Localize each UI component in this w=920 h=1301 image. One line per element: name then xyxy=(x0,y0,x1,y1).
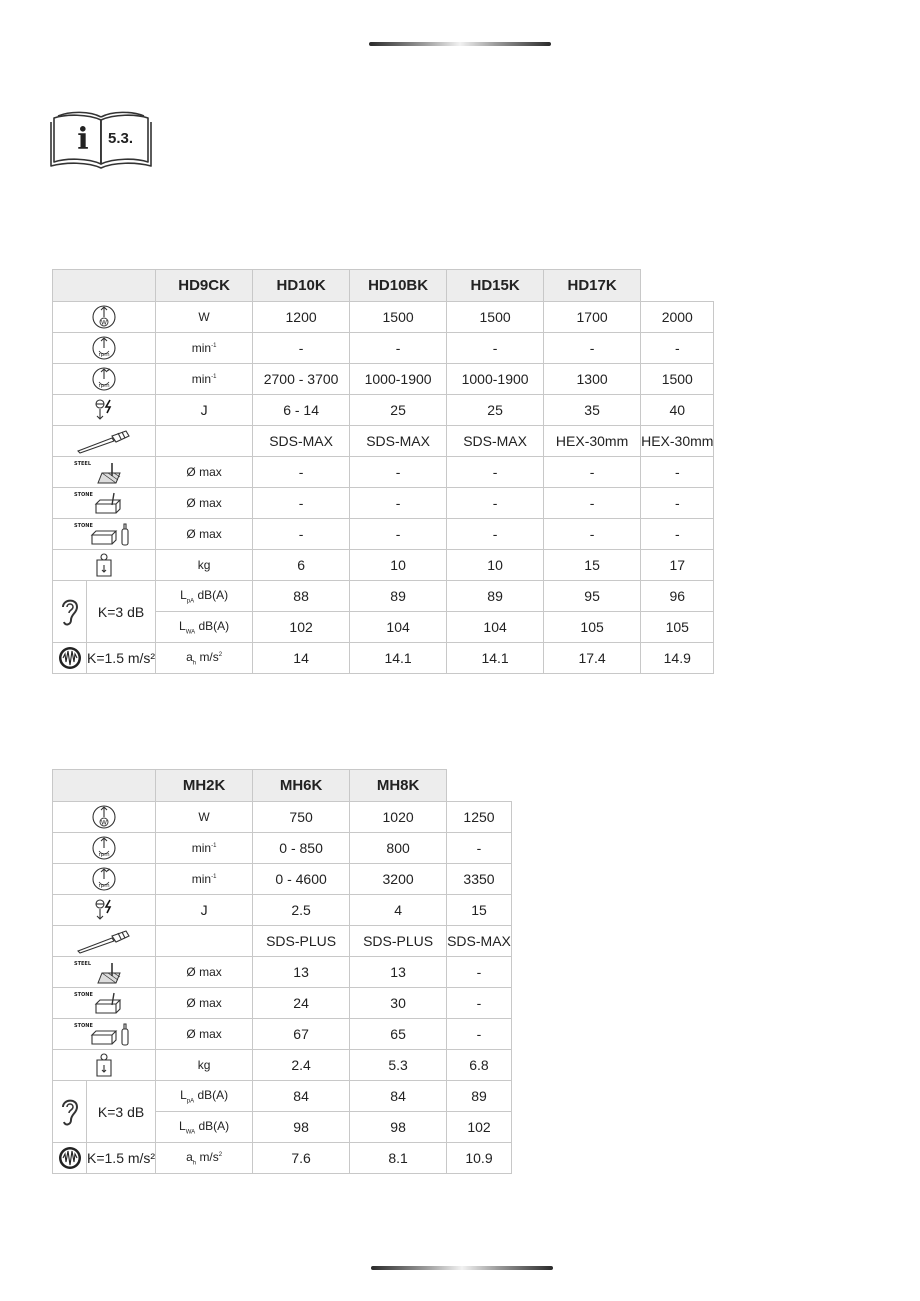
table-cell: 750 xyxy=(253,802,350,833)
svg-text:rpm: rpm xyxy=(98,883,110,889)
table-cell: 1200 xyxy=(253,302,350,333)
table-cell: SDS-PLUS xyxy=(350,926,447,957)
unit-label xyxy=(156,426,253,457)
vibration-uncertainty: K=1.5 m/s² xyxy=(87,1143,156,1174)
table-cell: 88 xyxy=(253,581,350,612)
table-cell: 14.1 xyxy=(447,643,544,674)
table-cell: 13 xyxy=(350,957,447,988)
table-cell: - xyxy=(447,519,544,550)
table-row-core xyxy=(53,519,714,550)
unit-label: Ø max xyxy=(156,488,253,519)
table-cell: 10 xyxy=(447,550,544,581)
table-cell: - xyxy=(544,488,641,519)
table-cell: 24 xyxy=(253,988,350,1019)
hammer-spec-table-hd xyxy=(52,269,714,674)
table-cell: 89 xyxy=(447,581,544,612)
unit-label: kg xyxy=(156,1050,253,1081)
hammer-spec-table-mh xyxy=(52,769,512,1174)
table-cell: - xyxy=(447,488,544,519)
table-cell: 1500 xyxy=(641,364,714,395)
core-bit-icon xyxy=(53,1019,156,1050)
table-row-idle-speed xyxy=(53,333,714,364)
table-cell: 105 xyxy=(641,612,714,643)
table-cell: 13 xyxy=(253,957,350,988)
table-cell: 35 xyxy=(544,395,641,426)
unit-label: $\min^{-1}$ xyxy=(156,364,253,395)
unit-label: $L_{WA}$ dB(A) xyxy=(156,612,253,643)
table-row-impact-rate xyxy=(53,364,714,395)
table-row-vibration xyxy=(53,1143,512,1174)
table-cell: - xyxy=(350,519,447,550)
power-icon xyxy=(53,302,156,333)
unit-label: Ø max xyxy=(156,988,253,1019)
table-cell: - xyxy=(447,833,512,864)
header-blank-cell xyxy=(53,270,156,302)
table-cell: 40 xyxy=(641,395,714,426)
unit-label: $L_{pA}$ dB(A) xyxy=(156,1081,253,1112)
table-cell: - xyxy=(641,457,714,488)
table-cell: 3200 xyxy=(350,864,447,895)
table-cell: 1000-1900 xyxy=(350,364,447,395)
impact-energy-icon xyxy=(53,395,156,426)
table-cell: 1000-1900 xyxy=(447,364,544,395)
manual-info-book-icon xyxy=(50,106,152,172)
table-cell: 104 xyxy=(350,612,447,643)
model-header: HD15K xyxy=(447,270,544,302)
unit-label: J xyxy=(156,895,253,926)
unit-label: $L_{pA}$ dB(A) xyxy=(156,581,253,612)
unit-label: W xyxy=(156,802,253,833)
table-cell: HEX-30mm xyxy=(641,426,714,457)
table-cell: - xyxy=(350,488,447,519)
impact-rpm-icon xyxy=(53,864,156,895)
table-cell: 96 xyxy=(641,581,714,612)
unit-label: $a_h$ $m/s^2$ xyxy=(156,1143,253,1174)
chisel-bit-icon xyxy=(53,926,156,957)
table-cell: - xyxy=(544,333,641,364)
table-cell: 102 xyxy=(447,1112,512,1143)
unit-label: J xyxy=(156,395,253,426)
unit-label: $\min^{-1}$ xyxy=(156,864,253,895)
stone-drilling-icon xyxy=(53,988,156,1019)
table-row-stone xyxy=(53,988,512,1019)
table-cell: - xyxy=(641,519,714,550)
table-row-steel xyxy=(53,957,512,988)
noise-uncertainty: K=3 dB xyxy=(87,581,156,643)
svg-text:rpm: rpm xyxy=(98,383,110,389)
chisel-bit-icon xyxy=(53,426,156,457)
svg-text:STEEL: STEEL xyxy=(74,961,92,967)
table-cell: 15 xyxy=(544,550,641,581)
steel-drilling-icon xyxy=(53,457,156,488)
header-blank-cell xyxy=(53,770,156,802)
vibration-icon xyxy=(53,643,87,674)
table-row-stone xyxy=(53,488,714,519)
svg-text:W: W xyxy=(101,319,108,327)
unit-label: kg xyxy=(156,550,253,581)
unit-label xyxy=(156,926,253,957)
table-cell: 25 xyxy=(447,395,544,426)
table-cell: 1500 xyxy=(350,302,447,333)
table-cell: - xyxy=(544,457,641,488)
table-cell: - xyxy=(447,957,512,988)
table-row-lpa xyxy=(53,581,714,612)
table-row-impact-energy xyxy=(53,395,714,426)
table-cell: - xyxy=(447,988,512,1019)
svg-text:STONE: STONE xyxy=(74,1023,93,1029)
table-cell: 10 xyxy=(350,550,447,581)
table-cell: - xyxy=(350,457,447,488)
table-cell: 104 xyxy=(447,612,544,643)
unit-label: Ø max xyxy=(156,457,253,488)
unit-label: $a_h$ $m/s^2$ xyxy=(156,643,253,674)
model-header: HD9CK xyxy=(156,270,253,302)
table-cell: 89 xyxy=(350,581,447,612)
top-decorative-rule xyxy=(369,42,551,46)
table-cell: - xyxy=(447,1019,512,1050)
table-cell: 98 xyxy=(350,1112,447,1143)
model-header: HD10K xyxy=(253,270,350,302)
table-cell: 8.1 xyxy=(350,1143,447,1174)
table-row-impact-rate xyxy=(53,864,512,895)
svg-text:rpm: rpm xyxy=(98,852,110,858)
table-cell: 1700 xyxy=(544,302,641,333)
table-row-lpa xyxy=(53,1081,512,1112)
table-cell: 800 xyxy=(350,833,447,864)
table-cell: 4 xyxy=(350,895,447,926)
speed-rpm-icon xyxy=(53,333,156,364)
table-cell: 6 - 14 xyxy=(253,395,350,426)
weight-icon xyxy=(53,550,156,581)
table-row-vibration xyxy=(53,643,714,674)
impact-rpm-icon xyxy=(53,364,156,395)
svg-text:STONE: STONE xyxy=(74,492,93,498)
table-row-idle-speed xyxy=(53,833,512,864)
table-row-steel xyxy=(53,457,714,488)
model-header: MH8K xyxy=(350,770,447,802)
table-cell: 25 xyxy=(350,395,447,426)
table-cell: 1300 xyxy=(544,364,641,395)
table-cell: SDS-MAX xyxy=(447,426,544,457)
unit-label: $L_{WA}$ dB(A) xyxy=(156,1112,253,1143)
table-cell: 6 xyxy=(253,550,350,581)
table-cell: 14.1 xyxy=(350,643,447,674)
table-cell: - xyxy=(641,488,714,519)
table-cell: - xyxy=(447,333,544,364)
table-cell: 84 xyxy=(350,1081,447,1112)
table-cell: 2000 xyxy=(641,302,714,333)
core-bit-icon xyxy=(53,519,156,550)
table-cell: 17 xyxy=(641,550,714,581)
table-cell: - xyxy=(641,333,714,364)
table-cell: - xyxy=(253,488,350,519)
speed-rpm-icon xyxy=(53,833,156,864)
power-icon xyxy=(53,802,156,833)
model-header: MH6K xyxy=(253,770,350,802)
table-row-impact-energy xyxy=(53,895,512,926)
unit-label: Ø max xyxy=(156,519,253,550)
table-cell: 2700 - 3700 xyxy=(253,364,350,395)
table-cell: 5.3 xyxy=(350,1050,447,1081)
model-header: HD10BK xyxy=(350,270,447,302)
table-cell: - xyxy=(544,519,641,550)
noise-uncertainty: K=3 dB xyxy=(87,1081,156,1143)
svg-text:W: W xyxy=(101,819,108,827)
table-header-row xyxy=(53,270,714,302)
table-cell: 17.4 xyxy=(544,643,641,674)
table-row-core xyxy=(53,1019,512,1050)
table-row-weight xyxy=(53,1050,512,1081)
unit-label: W xyxy=(156,302,253,333)
table-cell: SDS-MAX xyxy=(350,426,447,457)
svg-text:rpm: rpm xyxy=(98,352,110,358)
table-cell: 7.6 xyxy=(253,1143,350,1174)
table-cell: 84 xyxy=(253,1081,350,1112)
table-cell: - xyxy=(447,457,544,488)
stone-drilling-icon xyxy=(53,488,156,519)
table-cell: SDS-PLUS xyxy=(253,926,350,957)
table-cell: 10.9 xyxy=(447,1143,512,1174)
svg-text:STONE: STONE xyxy=(74,992,93,998)
steel-drilling-icon xyxy=(53,957,156,988)
table-cell: 1500 xyxy=(447,302,544,333)
svg-text:i: i xyxy=(77,122,89,157)
table-cell: 14 xyxy=(253,643,350,674)
table-cell: - xyxy=(253,519,350,550)
table-cell: - xyxy=(253,333,350,364)
section-number: 5.3. xyxy=(108,130,134,147)
table-cell: 89 xyxy=(447,1081,512,1112)
table-cell: 1250 xyxy=(447,802,512,833)
table-cell: 14.9 xyxy=(641,643,714,674)
table-cell: 102 xyxy=(253,612,350,643)
table-cell: SDS-MAX xyxy=(447,926,512,957)
table-cell: 2.4 xyxy=(253,1050,350,1081)
svg-text:STEEL: STEEL xyxy=(74,461,92,467)
table-cell: 1020 xyxy=(350,802,447,833)
table-cell: 95 xyxy=(544,581,641,612)
table-cell: 6.8 xyxy=(447,1050,512,1081)
bottom-decorative-rule xyxy=(371,1266,553,1270)
table-cell: 98 xyxy=(253,1112,350,1143)
unit-label: $\min^{-1}$ xyxy=(156,333,253,364)
impact-energy-icon xyxy=(53,895,156,926)
table-cell: 0 - 4600 xyxy=(253,864,350,895)
table-row-weight xyxy=(53,550,714,581)
table-cell: 67 xyxy=(253,1019,350,1050)
model-header: MH2K xyxy=(156,770,253,802)
model-header: HD17K xyxy=(544,270,641,302)
table-row-chuck xyxy=(53,426,714,457)
table-cell: 3350 xyxy=(447,864,512,895)
book-icon xyxy=(50,106,152,172)
ear-noise-icon xyxy=(53,581,87,643)
table-row-power xyxy=(53,802,512,833)
unit-label: Ø max xyxy=(156,1019,253,1050)
table-cell: - xyxy=(350,333,447,364)
table-cell: 30 xyxy=(350,988,447,1019)
unit-label: Ø max xyxy=(156,957,253,988)
weight-icon xyxy=(53,1050,156,1081)
table-cell: - xyxy=(253,457,350,488)
table-cell: HEX-30mm xyxy=(544,426,641,457)
ear-noise-icon xyxy=(53,1081,87,1143)
table-row-chuck xyxy=(53,926,512,957)
table-row-power xyxy=(53,302,714,333)
table-cell: SDS-MAX xyxy=(253,426,350,457)
table-cell: 15 xyxy=(447,895,512,926)
unit-label: $\min^{-1}$ xyxy=(156,833,253,864)
vibration-uncertainty: K=1.5 m/s² xyxy=(87,643,156,674)
table-cell: 0 - 850 xyxy=(253,833,350,864)
table-header-row xyxy=(53,770,512,802)
svg-text:STONE: STONE xyxy=(74,523,93,529)
table-cell: 65 xyxy=(350,1019,447,1050)
table-cell: 105 xyxy=(544,612,641,643)
table-cell: 2.5 xyxy=(253,895,350,926)
vibration-icon xyxy=(53,1143,87,1174)
